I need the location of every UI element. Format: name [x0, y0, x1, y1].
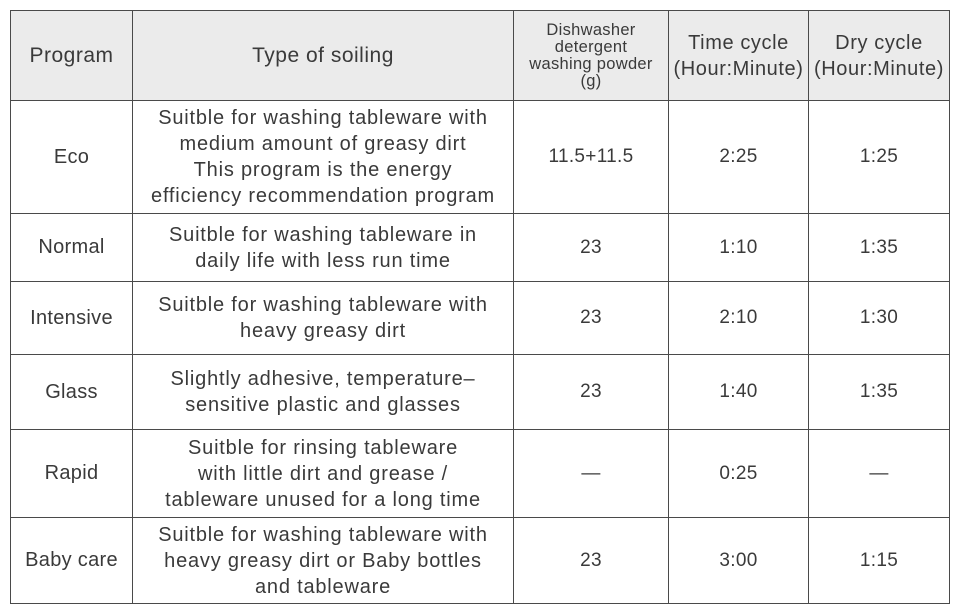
soiling-line: and tableware — [254, 575, 392, 598]
program-name: Glass — [11, 355, 133, 430]
soiling-description — [133, 355, 514, 430]
time-cycle-value: 2:25 — [669, 101, 809, 214]
table-row — [11, 518, 950, 604]
program-name: Intensive — [11, 282, 133, 355]
soiling-line: sensitive plastic and glasses — [185, 394, 461, 416]
table-row — [11, 101, 950, 214]
table-header-row — [11, 11, 950, 101]
dry-cycle-value: — — [809, 430, 950, 518]
program-name: Normal — [11, 214, 133, 282]
soiling-description — [133, 518, 514, 604]
time-cycle-value: 0:25 — [669, 430, 809, 518]
header-dry-cycle-line: Dry cycle — [835, 31, 923, 54]
table-row — [11, 282, 950, 355]
header-time-cycle-line: (Hour:Minute) — [673, 57, 804, 80]
soiling-line: Suitble for washing tableware with — [158, 107, 488, 129]
dry-cycle-value: 1:35 — [809, 355, 950, 430]
soiling-line: with little dirt and grease / — [198, 462, 448, 485]
detergent-amount: 11.5+11.5 — [514, 101, 669, 214]
table-row — [11, 355, 950, 430]
soiling-line: heavy greasy dirt or Baby bottles — [164, 549, 482, 572]
table-row — [11, 430, 950, 518]
soiling-line: Slightly adhesive, temperature– — [170, 368, 476, 390]
soiling-line: Suitble for washing tableware with — [158, 294, 488, 316]
soiling-description — [133, 430, 514, 518]
dry-cycle-value: 1:30 — [809, 282, 950, 355]
header-time-cycle — [669, 11, 809, 101]
soiling-line: tableware unused for a long time — [165, 488, 481, 511]
soiling-description — [133, 282, 514, 355]
header-type-of-soiling: Type of soiling — [133, 11, 514, 101]
soiling-description — [133, 214, 514, 282]
detergent-amount: 23 — [514, 214, 669, 282]
detergent-amount: 23 — [514, 518, 669, 604]
header-dry-cycle-line: (Hour:Minute) — [813, 57, 945, 80]
soiling-line: heavy greasy dirt — [240, 320, 406, 342]
header-detergent — [514, 11, 669, 101]
dry-cycle-value: 1:15 — [809, 518, 950, 604]
detergent-amount: 23 — [514, 282, 669, 355]
time-cycle-value: 3:00 — [669, 518, 809, 604]
time-cycle-value: 2:10 — [669, 282, 809, 355]
soiling-line: Suitble for washing tableware with — [158, 523, 488, 546]
detergent-amount: — — [514, 430, 669, 518]
soiling-line: Suitble for rinsing tableware — [188, 436, 458, 459]
dry-cycle-value: 1:35 — [809, 214, 950, 282]
table-row — [11, 214, 950, 282]
time-cycle-value: 1:40 — [669, 355, 809, 430]
program-name: Baby care — [11, 518, 133, 604]
soiling-line: This program is the energy — [193, 159, 453, 181]
soiling-line: daily life with less run time — [195, 249, 451, 272]
header-detergent-line: Dishwasher — [546, 20, 636, 39]
header-program: Program — [11, 11, 133, 101]
header-detergent-line: washing powder — [529, 54, 653, 73]
header-detergent-line: (g) — [580, 71, 602, 90]
soiling-line: efficiency recommendation program — [151, 185, 495, 207]
soiling-line: medium amount of greasy dirt — [179, 133, 467, 155]
program-name: Eco — [11, 101, 133, 214]
time-cycle-value: 1:10 — [669, 214, 809, 282]
header-detergent-line: detergent — [554, 37, 628, 56]
soiling-line: Suitble for washing tableware in — [169, 223, 477, 246]
header-dry-cycle — [809, 11, 950, 101]
detergent-amount: 23 — [514, 355, 669, 430]
program-name: Rapid — [11, 430, 133, 518]
soiling-description — [133, 101, 514, 214]
dry-cycle-value: 1:25 — [809, 101, 950, 214]
header-time-cycle-line: Time cycle — [688, 31, 789, 54]
program-table — [10, 10, 950, 604]
